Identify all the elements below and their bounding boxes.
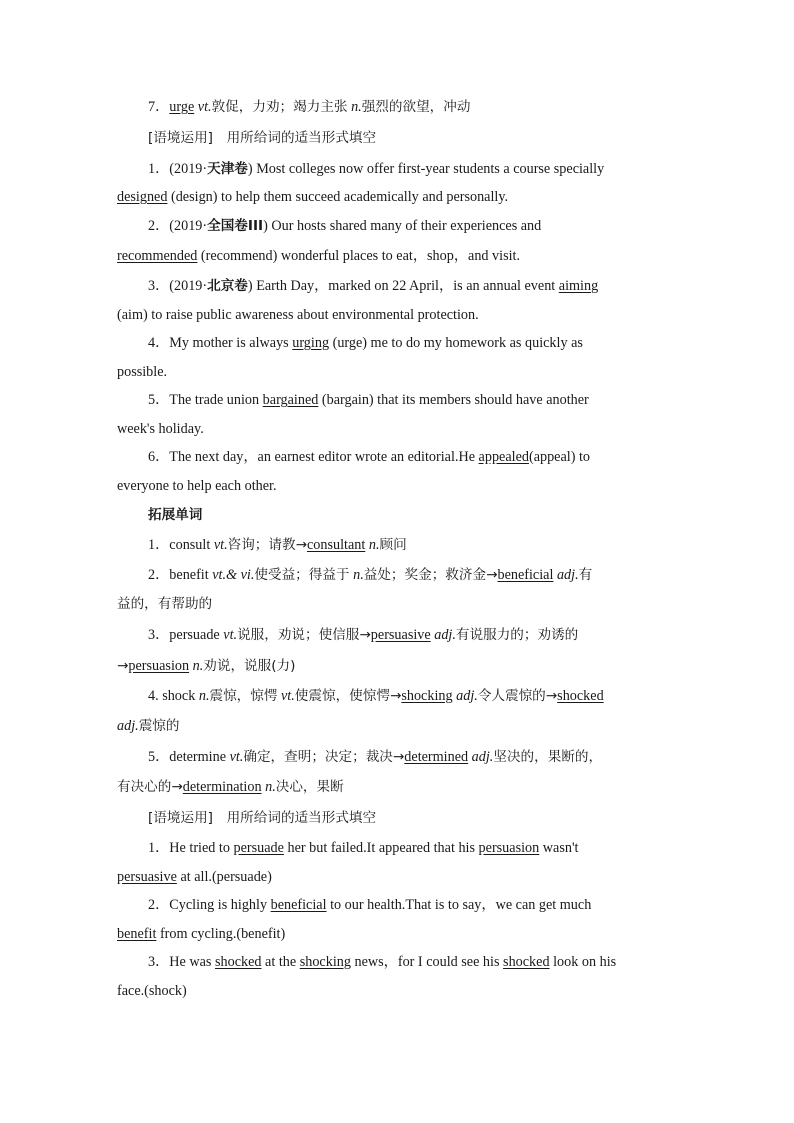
part-of-speech: vt. [213, 537, 228, 553]
exercise-2-line-2 [117, 246, 682, 266]
answer-blank: determined [404, 749, 469, 765]
exercise-3-line-1 [148, 276, 713, 296]
definition: 决心，果断 [275, 779, 344, 795]
exercise-2-line-1 [148, 216, 713, 236]
sentence-text: Cycling is highly [169, 897, 271, 913]
answer-blank: recommended [117, 248, 198, 264]
answer-blank: beneficial [497, 567, 554, 583]
expand-word-determine-line-1 [148, 747, 713, 767]
answer-blank: aiming [558, 278, 599, 294]
sentence-text: Our hosts shared many of their experiences and [267, 218, 542, 234]
expand-words-heading: 拓展单词 [148, 507, 203, 523]
exercise-3-line-2 [117, 305, 682, 325]
answer-blank: shocked [215, 954, 262, 970]
part-of-speech: vt. [281, 688, 295, 704]
vocab-word: persuade [169, 627, 220, 643]
vocab-item-urge [148, 97, 713, 117]
sentence-text: news，for I could see his [350, 954, 504, 970]
item-number: 4. [148, 688, 159, 704]
answer-blank: shocked [557, 688, 604, 704]
part-of-speech: n. [368, 537, 380, 553]
expand-word-determine-line-2 [117, 777, 682, 797]
item-number: 2． [148, 218, 170, 234]
answer-blank: persuasive [117, 869, 177, 885]
expand-word-benefit-line-1 [148, 565, 713, 585]
answer-blank: persuasion [128, 658, 190, 674]
part-of-speech: adj. [117, 718, 139, 734]
section-header-context-use [148, 128, 713, 148]
expand-word-persuade-line-1 [148, 625, 713, 645]
exercise-4-line-2 [117, 362, 682, 382]
answer-blank: bargained [262, 392, 319, 408]
definition: 坚决的，果断的， [493, 749, 603, 765]
item-number: 1． [148, 537, 170, 553]
definition: 益处；奖金；救济金→ [363, 567, 498, 583]
part-of-speech: vt. [223, 627, 238, 643]
sentence-text: week's holiday. [117, 421, 204, 437]
answer-blank: benefit [117, 926, 157, 942]
exercise-b3-line-2 [117, 981, 682, 1001]
sentence-text: The trade union [169, 392, 263, 408]
exercise-1-line-1 [148, 159, 713, 179]
answer-blank: beneficial [270, 897, 327, 913]
definition: 强烈的欲望，冲动 [361, 99, 471, 115]
vocab-word: consult [169, 537, 211, 553]
arrow: → [117, 658, 129, 674]
item-number: 4． [148, 335, 170, 351]
section-header-context-use-2 [148, 808, 713, 828]
part-of-speech: n. [353, 567, 364, 583]
exercise-b1-line-1 [148, 838, 713, 858]
definition: 有 [578, 567, 593, 583]
sentence-text: (bargain) that its members should have another [318, 392, 589, 408]
exam-source: 北京卷 [207, 278, 248, 294]
answer-blank: persuade [233, 840, 284, 856]
item-number: 3． [148, 954, 170, 970]
item-number: 2． [148, 897, 170, 913]
expand-word-shock-line-2 [117, 716, 682, 736]
part-of-speech: vt.& vi. [212, 567, 255, 583]
expand-word-consult [148, 535, 713, 555]
definition: 令人震惊的→ [477, 688, 558, 704]
section-instruction: 用所给词的适当形式填空 [226, 810, 377, 826]
part-of-speech: vt. [197, 99, 212, 115]
vocab-word: determine [169, 749, 227, 765]
expand-word-benefit-line-2: 益的，有帮助的 [117, 596, 213, 612]
sentence-text: to our health.That is to say，we can get much [326, 897, 592, 913]
part-of-speech: adj. [434, 627, 456, 643]
sentence-text: face.(shock) [117, 983, 187, 999]
definition: 确定，查明；决定；裁决→ [243, 749, 405, 765]
definition: 有决心的→ [117, 779, 183, 795]
item-number: 3． [148, 278, 170, 294]
definition: 顾问 [379, 537, 407, 553]
definition: 咨询；请教→ [227, 537, 307, 553]
sentence-text: (appeal) to [528, 449, 591, 465]
expand-word-persuade-line-2 [117, 656, 682, 676]
section-instruction: 用所给词的适当形式填空 [226, 130, 377, 146]
definition: 震惊，惊愕 [209, 688, 278, 704]
answer-blank: shocking [401, 688, 453, 704]
sentence-text: at all.(persuade) [176, 869, 272, 885]
exercise-5-line-1 [148, 390, 713, 410]
part-of-speech: vt. [229, 749, 244, 765]
exam-source: 天津卷 [207, 161, 248, 177]
definition: 使受益；得益于 [254, 567, 350, 583]
source-close: ) [263, 218, 268, 234]
source-close: ) [247, 161, 253, 177]
sentence-text: (design) to help them succeed academically and personally. [167, 189, 509, 205]
vocab-word: urge [169, 99, 195, 115]
answer-blank: shocked [503, 954, 550, 970]
answer-blank: consultant [306, 537, 366, 553]
answer-blank: designed [117, 189, 168, 205]
part-of-speech: n. [265, 779, 276, 795]
sentence-text: Most colleges now offer first-year students a course specially [252, 161, 605, 177]
item-number: 5． [148, 749, 170, 765]
answer-blank: persuasion [478, 840, 540, 856]
sentence-text: look on his [549, 954, 617, 970]
sentence-text: everyone to help each other. [117, 478, 277, 494]
sentence-text: He tried to [169, 840, 234, 856]
part-of-speech: n. [192, 658, 204, 674]
sentence-text: (aim) to raise public awareness about environmental protection. [117, 307, 479, 323]
section-tag: [语境运用] [148, 130, 213, 146]
source-open: (2019· [169, 278, 208, 294]
exercise-b2-line-1 [148, 895, 713, 915]
section-tag: [语境运用] [148, 810, 213, 826]
item-number: 1． [148, 161, 170, 177]
sentence-text: possible. [117, 364, 168, 380]
part-of-speech: adj. [556, 567, 579, 583]
vocab-word: shock [162, 688, 196, 704]
sentence-text: He was [169, 954, 215, 970]
definition: 有说服力的；劝诱的 [455, 627, 579, 643]
definition: 说服，劝说；使信服→ [237, 627, 371, 643]
item-number: 3． [148, 627, 170, 643]
exam-source: 全国卷III [207, 218, 264, 234]
exercise-b2-line-2 [117, 924, 682, 944]
sentence-text: at the [261, 954, 300, 970]
answer-blank: determination [182, 779, 262, 795]
definition: 使震惊，使惊愕→ [294, 688, 402, 704]
vocab-word: benefit [169, 567, 209, 583]
definition: 震惊的 [138, 718, 180, 734]
exercise-1-line-2 [117, 187, 682, 207]
part-of-speech: adj. [471, 749, 494, 765]
definition: 劝说，说服(力) [203, 658, 296, 674]
sentence-text: Earth Day，marked on 22 April，is an annual event [252, 278, 559, 294]
exercise-5-line-2 [117, 419, 682, 439]
item-number: 5． [148, 392, 170, 408]
sentence-text: The next day，an earnest editor wrote an editorial.He [169, 449, 479, 465]
source-open: (2019· [169, 161, 208, 177]
part-of-speech: n. [351, 99, 362, 115]
exercise-4-line-1 [148, 333, 713, 353]
item-number: 7． [148, 99, 170, 115]
sentence-text: from cycling.(benefit) [156, 926, 286, 942]
sentence-text: wasn't [539, 840, 579, 856]
part-of-speech: adj. [456, 688, 478, 704]
exercise-6-line-2 [117, 476, 682, 496]
source-open: (2019· [169, 218, 208, 234]
sentence-text: her but failed.It appeared that his [283, 840, 479, 856]
exercise-b1-line-2 [117, 867, 682, 887]
part-of-speech: n. [198, 688, 210, 704]
item-number: 1． [148, 840, 170, 856]
answer-blank: persuasive [370, 627, 431, 643]
sentence-text: (urge) me to do my homework as quickly as [329, 335, 583, 351]
exercise-b3-line-1 [148, 952, 713, 972]
exercise-6-line-1 [148, 447, 713, 467]
item-number: 6． [148, 449, 170, 465]
definition: 敦促，力劝；竭力主张 [211, 99, 348, 115]
source-close: ) [247, 278, 253, 294]
expand-word-shock-line-1 [148, 686, 713, 706]
answer-blank: appealed [478, 449, 529, 465]
item-number: 2． [148, 567, 170, 583]
sentence-text: (recommend) wonderful places to eat，shop，and visit. [197, 248, 521, 264]
answer-blank: shocking [299, 954, 351, 970]
answer-blank: urging [292, 335, 330, 351]
sentence-text: My mother is always [169, 335, 293, 351]
